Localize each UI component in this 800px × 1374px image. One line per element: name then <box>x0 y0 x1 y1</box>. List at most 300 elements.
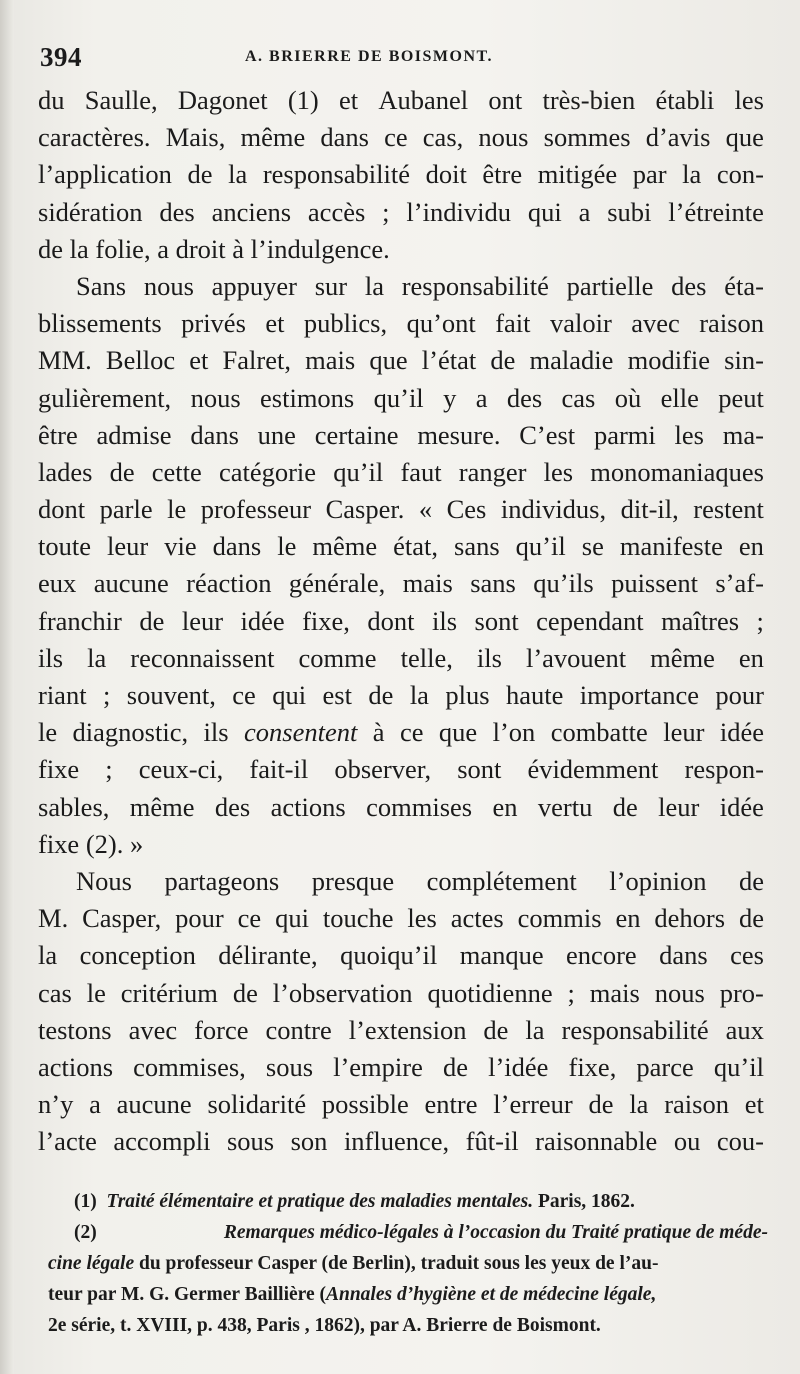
word: sur <box>314 270 348 301</box>
text-line <box>38 156 764 193</box>
footnote-text: teur par M. G. Germer Baillière ( <box>48 1284 326 1305</box>
word: vie <box>164 531 197 562</box>
word: dans <box>320 122 369 153</box>
word: fixe, <box>568 1051 617 1082</box>
word: responsabilité <box>262 159 410 190</box>
word: n’y <box>38 1089 74 1120</box>
word: accompli <box>113 1126 211 1157</box>
text-line <box>38 789 764 826</box>
text-line <box>38 268 764 305</box>
word: importance <box>579 680 699 710</box>
word: riant <box>38 680 87 710</box>
word: commises <box>366 791 473 822</box>
footnote-2-line-1 <box>48 1217 768 1248</box>
word: leur <box>663 717 705 748</box>
word: des <box>506 382 543 413</box>
word: même <box>129 791 195 822</box>
running-head: A. BRIERRE DE BOISMONT. <box>245 48 494 65</box>
word: Ces <box>446 494 487 525</box>
footnote-2-line-2 <box>48 1248 768 1279</box>
footnote-text: du professeur Casper (de Berlin), traduit sous les yeux de l’au- <box>138 1253 659 1274</box>
word: idée <box>240 605 285 636</box>
footnote-journal: Annales d’hygiène et de médecine légale, <box>325 1284 657 1305</box>
word: aux <box>725 1014 764 1045</box>
word: de <box>588 1089 614 1120</box>
word: l’avouent <box>525 642 627 673</box>
word: publics, <box>303 308 388 339</box>
word: con- <box>716 159 764 190</box>
word: actions <box>270 791 346 822</box>
word: de <box>232 977 258 1008</box>
word: comme <box>298 642 377 673</box>
word: très-bien <box>542 85 636 115</box>
word: du <box>38 85 65 115</box>
word: les <box>543 456 574 487</box>
footnote-1 <box>48 1186 768 1217</box>
text-line <box>38 826 764 863</box>
word: l’acte <box>38 1126 97 1157</box>
word: commises, <box>133 1051 246 1082</box>
word: subi <box>607 196 652 227</box>
word: dans <box>659 940 708 971</box>
word: mesure. <box>417 419 501 450</box>
word: conception <box>79 940 196 971</box>
word: avec <box>128 1014 178 1045</box>
word: monomaniaques <box>590 456 764 487</box>
word: (1) <box>287 85 319 115</box>
word: se <box>581 531 604 562</box>
word: l’étreinte <box>668 196 764 227</box>
word: quotidienne <box>427 977 553 1008</box>
word: mais <box>589 977 640 1008</box>
word: vertu <box>537 791 593 822</box>
word: respon- <box>684 754 764 785</box>
word: aucune <box>116 1089 192 1120</box>
word: à <box>372 717 385 748</box>
word: de <box>139 605 165 636</box>
word: évidemment <box>527 754 659 785</box>
word: ; <box>567 977 575 1008</box>
word: est <box>322 680 352 710</box>
word: et <box>265 308 285 339</box>
word: même <box>312 531 378 562</box>
word: réaction <box>186 568 272 599</box>
word: délirante, <box>218 940 318 971</box>
word: critérium <box>120 977 218 1008</box>
word: fût-il <box>465 1126 519 1157</box>
word: état, <box>393 531 438 562</box>
word: faut <box>400 456 442 487</box>
word: actes <box>450 903 504 934</box>
word: Casper. <box>325 494 405 525</box>
word: accès <box>307 196 366 227</box>
word: que <box>369 345 408 376</box>
word: dont <box>38 494 86 525</box>
text-line <box>38 305 764 342</box>
word: l’erreur <box>493 1089 573 1120</box>
word: raison <box>664 1089 729 1120</box>
word: mais <box>305 345 356 376</box>
word: Aubanel <box>378 85 469 115</box>
word: en <box>738 531 764 562</box>
word: Falret, <box>222 345 291 376</box>
word: maladie <box>529 345 614 376</box>
word: ce <box>384 122 408 153</box>
word: responsabilité <box>401 270 549 301</box>
word: maîtres <box>661 605 740 636</box>
word: blissements <box>38 308 162 339</box>
text-line <box>38 491 764 528</box>
word: Belloc <box>105 345 176 376</box>
word: des <box>671 270 707 301</box>
word: même <box>650 642 715 673</box>
word: a <box>578 196 591 227</box>
word: cas <box>561 382 596 413</box>
word: ils <box>432 605 458 636</box>
word: ou <box>673 1126 701 1157</box>
word: la <box>38 940 58 971</box>
word: actions <box>38 1051 114 1082</box>
word: dans <box>190 419 239 450</box>
word: ces <box>730 940 764 971</box>
text-line <box>38 1086 764 1123</box>
word: l’application <box>38 159 172 190</box>
word: le <box>277 531 297 562</box>
footnote-title: cine légale <box>48 1253 135 1274</box>
word: mitigée <box>537 159 618 190</box>
word: l’état <box>421 345 477 376</box>
word: leur <box>181 605 224 636</box>
word: admise <box>96 419 172 450</box>
word: ceux-ci, <box>138 754 224 785</box>
word: qui <box>272 680 307 710</box>
word: en <box>492 791 518 822</box>
word: eux <box>38 568 77 599</box>
line-text: de la folie, a droit à l’indulgence. <box>38 233 390 264</box>
word: restent <box>693 494 764 525</box>
text-line <box>38 640 764 677</box>
word: et <box>189 345 209 376</box>
word: M. <box>38 903 69 934</box>
word: modifie <box>627 345 711 376</box>
footnote-2-line-4 <box>48 1310 768 1341</box>
word: ; <box>105 754 113 785</box>
word: ce <box>399 717 424 748</box>
word: Saulle, <box>84 85 158 115</box>
word: complétement <box>426 865 577 896</box>
word: presque <box>311 865 395 896</box>
word: de <box>187 159 213 190</box>
word: cas <box>38 977 72 1008</box>
word: sont <box>457 754 502 785</box>
word: leur <box>107 531 149 562</box>
word: quoiqu’il <box>340 940 438 971</box>
word: les <box>734 85 764 115</box>
word: telle, <box>400 642 453 673</box>
word: y <box>443 382 457 413</box>
word: générale, <box>288 568 386 599</box>
text-line <box>38 751 764 788</box>
word: sont <box>474 605 519 636</box>
word: parmi <box>593 419 656 450</box>
word: le <box>167 494 187 525</box>
footnote-2-line-3 <box>48 1279 768 1310</box>
word: dont <box>367 605 415 636</box>
word: C’est <box>519 419 576 450</box>
word: cette <box>151 456 202 487</box>
text-line <box>38 1012 764 1049</box>
word: qu’il <box>373 382 424 413</box>
word: certaine <box>314 419 399 450</box>
word: combatte <box>550 717 648 748</box>
word: le <box>86 977 106 1008</box>
text-line <box>38 900 764 937</box>
word: elle <box>660 382 699 413</box>
word: estimons <box>260 382 355 413</box>
word: être <box>38 419 78 450</box>
word: une <box>257 419 296 450</box>
word: franchir <box>38 605 122 636</box>
word: manque <box>459 940 544 971</box>
word: avec <box>631 308 680 339</box>
word: pour <box>175 903 224 934</box>
word: cas, <box>422 122 464 153</box>
text-line <box>38 937 764 974</box>
footnotes <box>48 1186 768 1341</box>
word: et <box>744 1089 764 1120</box>
word: sables, <box>38 791 110 822</box>
word: a <box>89 1089 101 1120</box>
word: l’empire <box>333 1051 423 1082</box>
word: des <box>214 791 251 822</box>
word: pro- <box>719 977 764 1008</box>
word: leur <box>658 791 700 822</box>
footnote-marker: (2) <box>74 1222 97 1243</box>
word: ce <box>232 680 256 710</box>
word: de <box>738 903 764 934</box>
word: s’af- <box>715 568 764 599</box>
word: anciens <box>211 196 292 227</box>
word: qu’il <box>515 531 566 562</box>
word: dehors <box>654 903 726 934</box>
word: possible <box>321 1089 409 1120</box>
text-line <box>38 119 764 156</box>
word: sans <box>470 568 516 599</box>
word: Casper, <box>82 903 162 934</box>
word: ; <box>756 605 764 636</box>
text-line <box>38 528 764 565</box>
word: ils <box>38 642 64 673</box>
word: éta- <box>724 270 764 301</box>
word: partageons <box>164 865 280 896</box>
text-line <box>38 975 764 1012</box>
text-line <box>38 1049 764 1086</box>
word: la <box>409 680 429 710</box>
word: la <box>629 1089 649 1120</box>
word: l’opinion <box>609 865 707 896</box>
text-line <box>38 194 764 231</box>
word: parce <box>636 1051 694 1082</box>
text-line <box>38 82 764 119</box>
text-line <box>38 380 764 417</box>
word: ma- <box>722 419 764 450</box>
word: sans <box>454 531 500 562</box>
word: la <box>364 270 384 301</box>
page-number: 394 <box>40 42 82 72</box>
word: qu’ils <box>533 568 594 599</box>
word: établi <box>655 85 715 115</box>
page-gutter-shadow <box>0 0 14 1374</box>
word: commis <box>517 903 602 934</box>
word: ils <box>476 642 502 673</box>
word: de <box>368 680 394 710</box>
line-text: fixe (2). » <box>38 828 144 859</box>
word: Nous <box>76 865 132 896</box>
word: puissent <box>611 568 698 599</box>
word: le <box>38 717 58 748</box>
word: être <box>482 159 523 190</box>
word: lades <box>38 456 93 487</box>
text-line <box>38 231 764 268</box>
word: MM. <box>38 345 92 376</box>
word: individus, <box>500 494 607 525</box>
word: a <box>475 382 488 413</box>
word: idée <box>719 791 764 822</box>
word: ; <box>382 196 390 227</box>
word: cou- <box>716 1126 764 1157</box>
word: que <box>725 122 764 153</box>
body-text <box>38 82 764 1160</box>
word: qu’ont <box>406 308 476 339</box>
word: la <box>682 159 702 190</box>
word: manifeste <box>619 531 723 562</box>
footnote-marker: (1) <box>74 1191 97 1212</box>
text-line <box>38 417 764 454</box>
text-line <box>38 863 764 900</box>
word: nous <box>654 977 705 1008</box>
word: observer, <box>334 754 432 785</box>
word: l’individu <box>406 196 511 227</box>
word: sommes <box>543 122 631 153</box>
word: Dagonet <box>177 85 268 115</box>
word: Sans <box>76 270 127 301</box>
footnote-title: Traité élémentaire et pratique des maladies mentales. <box>106 1191 534 1212</box>
word: d’avis <box>645 122 711 153</box>
word: entre <box>424 1089 478 1120</box>
word: de <box>442 1051 468 1082</box>
word: idée <box>719 717 764 748</box>
word: diagnostic, <box>72 717 189 748</box>
word: où <box>614 382 642 413</box>
text-line <box>38 454 764 491</box>
word: les <box>674 419 704 450</box>
word: en <box>615 903 641 934</box>
word: de <box>483 1014 509 1045</box>
word: ; <box>102 680 111 710</box>
word: cependant <box>536 605 644 636</box>
word: fixe, <box>302 605 350 636</box>
text-line <box>38 603 764 640</box>
word: Mais, <box>165 122 226 153</box>
word: doit <box>425 159 467 190</box>
footnote-text: Paris, 1862. <box>537 1191 635 1212</box>
text-line-with-italic <box>38 714 764 751</box>
text-line <box>38 677 764 714</box>
word: caractères. <box>38 122 151 153</box>
word: touche <box>322 903 394 934</box>
word: appuyer <box>211 270 297 301</box>
word: même <box>240 122 306 153</box>
word: l’idée <box>488 1051 549 1082</box>
word: raisonnable <box>535 1126 658 1157</box>
text-line <box>38 565 764 602</box>
word: qu’il <box>713 1051 764 1082</box>
word: contre <box>265 1014 332 1045</box>
word: qui <box>527 196 562 227</box>
word: catégorie <box>218 456 317 487</box>
word: plus <box>445 680 490 710</box>
word: ce <box>237 903 262 934</box>
word: l’on <box>492 717 536 748</box>
word: testons <box>38 1014 112 1045</box>
text-line <box>38 1123 764 1160</box>
word: fait <box>495 308 531 339</box>
word: pour <box>715 680 764 710</box>
word: gulièrement, <box>38 382 172 413</box>
word: en <box>738 642 764 673</box>
word: mais <box>402 568 453 599</box>
word: la <box>525 1014 545 1045</box>
word: ranger <box>458 456 527 487</box>
word: l’observation <box>272 977 413 1008</box>
word: parle <box>99 494 153 525</box>
word: qui <box>275 903 309 934</box>
word: privés <box>181 308 246 339</box>
footnote-text: 2e série, t. XVIII, p. 438, Paris , 1862), par A. Brierre de Boismont. <box>48 1315 601 1336</box>
word: force <box>194 1014 249 1045</box>
word: raison <box>699 308 764 339</box>
word: la <box>228 159 248 190</box>
word: nous <box>143 270 194 301</box>
word: ils <box>203 717 229 748</box>
word: influence, <box>343 1126 450 1157</box>
text-line <box>38 342 764 379</box>
word: et <box>339 85 359 115</box>
word: fait-il <box>249 754 309 785</box>
footnote-title: Remarques médico-légales à l’occasion du Traité pratique de méde- <box>223 1222 768 1243</box>
word: sidération <box>38 196 143 227</box>
word: dans <box>212 531 262 562</box>
word: l’extension <box>348 1014 467 1045</box>
word: « <box>418 494 433 525</box>
word: par <box>632 159 667 190</box>
word: que <box>438 717 478 748</box>
word: solidarité <box>207 1089 307 1120</box>
word: de <box>490 345 516 376</box>
word: reconnaissent <box>130 642 275 673</box>
word: toute <box>38 531 91 562</box>
word: sous <box>265 1051 314 1082</box>
word: valoir <box>549 308 612 339</box>
word: souvent, <box>126 680 216 710</box>
word: son <box>290 1126 328 1157</box>
word: sous <box>226 1126 275 1157</box>
word: de <box>738 865 764 896</box>
word: sin- <box>724 345 764 376</box>
italic-word: consentent <box>244 717 358 748</box>
page-header <box>40 38 760 78</box>
word: nous <box>190 382 241 413</box>
